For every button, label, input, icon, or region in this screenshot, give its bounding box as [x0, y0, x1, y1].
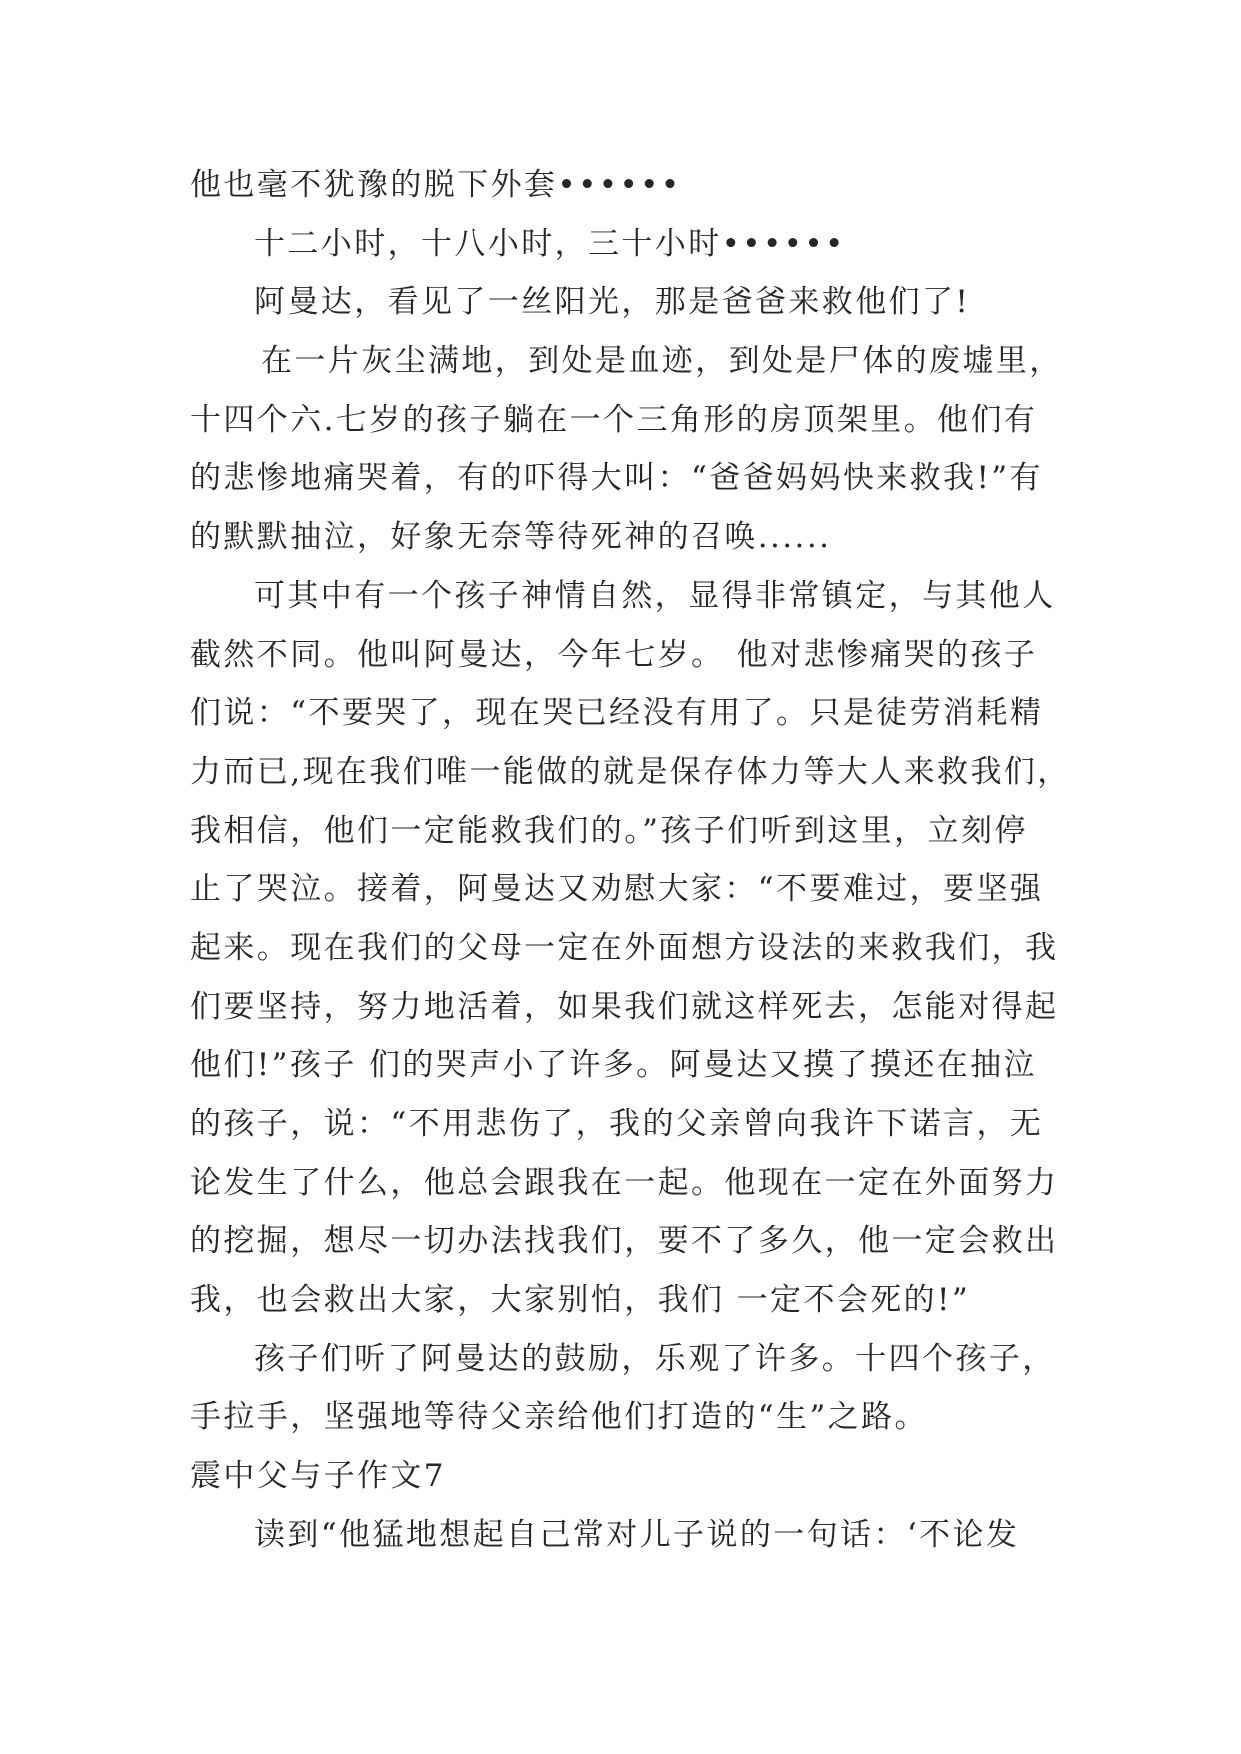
- text-line: 十四个六.七岁的孩子躺在一个三角形的房顶架里。他们有: [190, 401, 1038, 438]
- text-line: 力而已,现在我们唯一能做的就是保存体力等大人来救我们，: [190, 753, 1071, 790]
- text-line: 他们!”孩子 们的哭声小了许多。阿曼达又摸了摸还在抽泣: [190, 1047, 1037, 1084]
- text-line: 截然不同。他叫阿曼达，今年七岁。 他对悲惨痛哭的孩子: [190, 636, 1038, 673]
- text-line: 止了哭泣。接着，阿曼达又劝慰大家：“不要难过，要坚强: [190, 871, 1044, 908]
- text-line: 孩子们听了阿曼达的鼓励，乐观了许多。十四个孩子，: [254, 1340, 1056, 1377]
- text-line: 论发生了什么，他总会跟我在一起。他现在一定在外面努力: [190, 1164, 1059, 1201]
- text-line: 阿曼达，看见了一丝阳光，那是爸爸来救他们了!: [254, 284, 971, 321]
- text-line: 他也毫不犹豫的脱下外套••••••: [190, 167, 682, 203]
- text-line: 的默默抽泣，好象无奈等待死神的召唤......: [190, 519, 832, 556]
- section-heading: 震中父与子作文7: [190, 1458, 446, 1495]
- text-line: 的孩子，说：“不用悲伤了，我的父亲曾向我许下诺言，无: [190, 1106, 1044, 1142]
- text-line: 我相信，他们一定能救我们的。”孩子们听到这里，立刻停: [190, 812, 1028, 849]
- text-line: 们说：“不要哭了，现在哭已经没有用了。只是徒劳消耗精: [190, 695, 1044, 732]
- text-line: 十二小时，十八小时，三十小时••••••: [254, 225, 846, 262]
- text-line: 的挖掘，想尽一切办法找我们，要不了多久，他一定会救出: [190, 1223, 1059, 1260]
- text-line: 的悲惨地痛哭着，有的吓得大叫：“爸爸妈妈快来救我!”有: [190, 460, 1043, 497]
- document-text: [190, 156, 1090, 1565]
- text-line: 我，也会救出大家，大家别怕，我们 一定不会死的!”: [190, 1282, 971, 1319]
- text-line: 起来。现在我们的父母一定在外面想方设法的来救我们，我: [190, 929, 1059, 966]
- text-line: 在一片灰尘满地，到处是血迹，到处是尸体的废墟里，: [261, 343, 1063, 380]
- text-line: 手拉手，坚强地等待父亲给他们打造的“生”之路。: [190, 1399, 928, 1436]
- text-line: 读到“他猛地想起自己常对儿子说的一句话：‘不论发: [254, 1516, 1020, 1553]
- text-line: 们要坚持，努力地活着，如果我们就这样死去，怎能对得起: [190, 988, 1059, 1025]
- text-line: 可其中有一个孩子神情自然，显得非常镇定，与其他人: [254, 577, 1056, 614]
